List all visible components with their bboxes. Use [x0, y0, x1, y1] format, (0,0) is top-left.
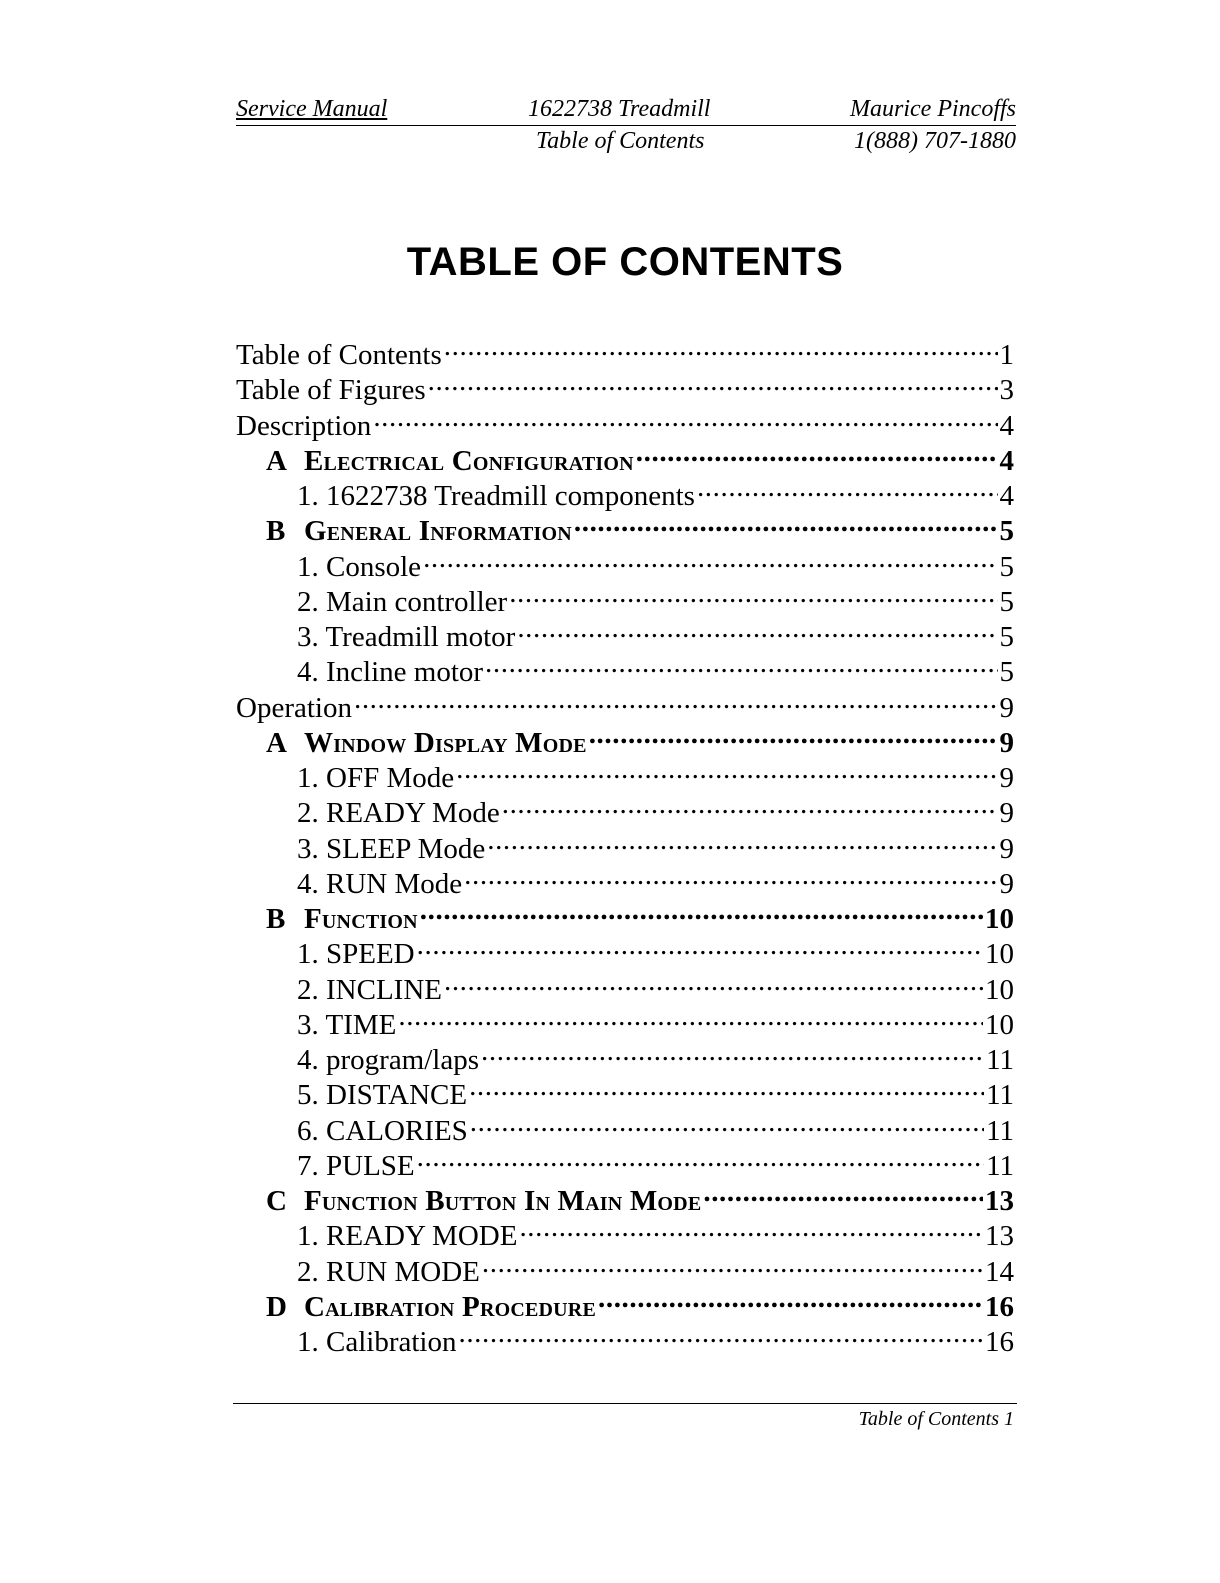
toc-dot-leader	[519, 1210, 983, 1245]
toc-entry-label: 7. PULSE	[297, 1149, 415, 1182]
toc-dot-leader	[509, 576, 997, 611]
toc-entry[interactable]	[236, 717, 1014, 759]
toc-page-number: 16	[985, 1290, 1014, 1323]
toc-page-number: 11	[986, 1149, 1014, 1182]
toc-dot-leader	[574, 505, 998, 540]
toc-entry-label: Table of Figures	[236, 374, 426, 407]
toc-dot-leader	[428, 364, 998, 399]
toc-page-number: 5	[999, 656, 1014, 689]
toc-section-letter: B	[266, 515, 286, 548]
toc-entry-label: Operation	[236, 691, 352, 724]
toc-dot-leader	[417, 1140, 984, 1175]
toc-dot-leader	[458, 1316, 983, 1351]
toc-page-number: 10	[985, 903, 1014, 935]
toc-dot-leader	[482, 1246, 983, 1281]
toc-dot-leader	[469, 1069, 984, 1104]
toc-dot-leader	[464, 858, 997, 893]
toc-entry-label: 6. CALORIES	[297, 1114, 468, 1147]
toc-page-number: 11	[986, 1114, 1014, 1147]
toc-section-letter: A	[266, 726, 287, 759]
toc-page-number: 5	[999, 585, 1014, 618]
toc-page-number: 9	[999, 867, 1014, 900]
toc-dot-leader	[456, 752, 997, 787]
toc-entry-label: 1. READY MODE	[297, 1220, 518, 1253]
toc-entry-label: 1. Calibration	[297, 1326, 457, 1358]
toc-entry-label: 1. Console	[297, 550, 422, 583]
header-row-bottom	[236, 126, 1016, 156]
page-title: TABLE OF CONTENTS	[406, 240, 844, 284]
toc-page-number: 1	[999, 339, 1014, 371]
toc-entry-label: 2. Main controller	[297, 585, 508, 618]
toc-page-number: 16	[985, 1326, 1014, 1358]
toc-dot-leader	[517, 611, 997, 646]
toc-entry-label: 2. INCLINE	[297, 973, 442, 1006]
toc-entry[interactable]	[236, 329, 1014, 371]
toc-section-title: General Information	[304, 515, 572, 548]
toc-entry-label: 3. SLEEP Mode	[297, 832, 486, 865]
toc-dot-leader	[703, 1175, 983, 1210]
toc-section-title: Function Button In Main Mode	[304, 1185, 702, 1217]
toc-dot-leader	[444, 964, 983, 999]
header-section-name: Table of Contents	[536, 128, 705, 154]
toc-section-title: Window Display Mode	[304, 726, 587, 759]
toc-page-number: 13	[985, 1220, 1014, 1253]
toc-section-letter: D	[266, 1290, 287, 1323]
toc-dot-leader	[420, 893, 983, 928]
toc-dot-leader	[598, 1281, 983, 1316]
toc-page-number: 13	[985, 1185, 1014, 1217]
toc-section-title: Calibration Procedure	[304, 1290, 596, 1323]
toc-dot-leader	[487, 823, 997, 858]
toc-entry-label: 3. TIME	[297, 1008, 397, 1041]
toc-entry-label	[266, 902, 418, 937]
toc-entry-label: 4. Incline motor	[297, 656, 484, 689]
toc-page-number: 4	[999, 444, 1014, 477]
toc-page-number: 10	[985, 973, 1014, 1006]
toc-section-letter: A	[266, 444, 287, 477]
toc-page-number: 5	[999, 550, 1014, 583]
toc-entry-label: Table of Contents	[236, 339, 442, 371]
toc-entry-label: 5. DISTANCE	[297, 1079, 468, 1112]
toc-entry-label: 2. RUN MODE	[297, 1255, 480, 1288]
toc-section-title: Function	[304, 903, 418, 935]
header-company-name: Maurice Pincoffs	[850, 96, 1016, 122]
toc-dot-leader	[398, 999, 983, 1034]
toc-entry-label: 2. READY Mode	[297, 797, 500, 830]
toc-page-number: 3	[999, 374, 1014, 407]
toc-dot-leader	[417, 928, 983, 963]
page-header	[236, 94, 1016, 156]
table-of-contents	[236, 329, 1014, 1358]
toc-dot-leader	[423, 541, 997, 576]
toc-page-number: 9	[999, 691, 1014, 724]
toc-dot-leader	[444, 329, 998, 364]
toc-entry-label: 1. OFF Mode	[297, 762, 455, 794]
toc-entry-label: 1. 1622738 Treadmill components	[297, 480, 695, 512]
toc-dot-leader	[589, 717, 998, 752]
toc-entry-label: 4. program/laps	[297, 1044, 480, 1076]
toc-dot-leader	[354, 682, 998, 717]
toc-section-letter: C	[266, 1185, 287, 1217]
toc-page-number: 9	[999, 832, 1014, 865]
toc-dot-leader	[485, 646, 997, 681]
toc-page-number: 4	[999, 480, 1014, 512]
toc-page-number: 5	[999, 621, 1014, 653]
toc-entry-label: 4. RUN Mode	[297, 867, 463, 900]
toc-page-number: 10	[985, 1008, 1014, 1041]
toc-dot-leader	[502, 787, 998, 822]
header-row-top	[236, 94, 1016, 126]
toc-page-number: 5	[999, 515, 1014, 548]
toc-dot-leader	[481, 1034, 984, 1069]
footer-divider	[233, 1403, 1017, 1404]
toc-page-number: 10	[985, 938, 1014, 971]
header-product-name: 1622738 Treadmill	[528, 96, 711, 122]
toc-dot-leader	[470, 1105, 984, 1140]
toc-dot-leader	[636, 435, 998, 470]
toc-entry-label: Description	[236, 409, 372, 442]
toc-entry-label: 3. Treadmill motor	[297, 621, 516, 653]
page-footer: Table of Contents 1	[858, 1408, 1014, 1430]
toc-page-number: 4	[999, 409, 1014, 442]
toc-dot-leader	[373, 400, 997, 435]
header-phone-number: 1(888) 707-1880	[854, 128, 1016, 154]
toc-page-number: 11	[986, 1079, 1014, 1112]
toc-page-number: 9	[999, 797, 1014, 830]
toc-page-number: 14	[985, 1255, 1014, 1288]
toc-page-number: 11	[986, 1044, 1014, 1076]
toc-entry-label: 1. SPEED	[297, 938, 415, 971]
toc-dot-leader	[697, 470, 998, 505]
toc-section-letter: B	[266, 903, 286, 935]
header-manual-label: Service Manual	[236, 96, 388, 122]
toc-section-title: Electrical Configuration	[304, 444, 634, 477]
toc-page-number: 9	[999, 726, 1014, 759]
toc-page-number: 9	[999, 762, 1014, 794]
toc-entry-label	[266, 444, 634, 479]
